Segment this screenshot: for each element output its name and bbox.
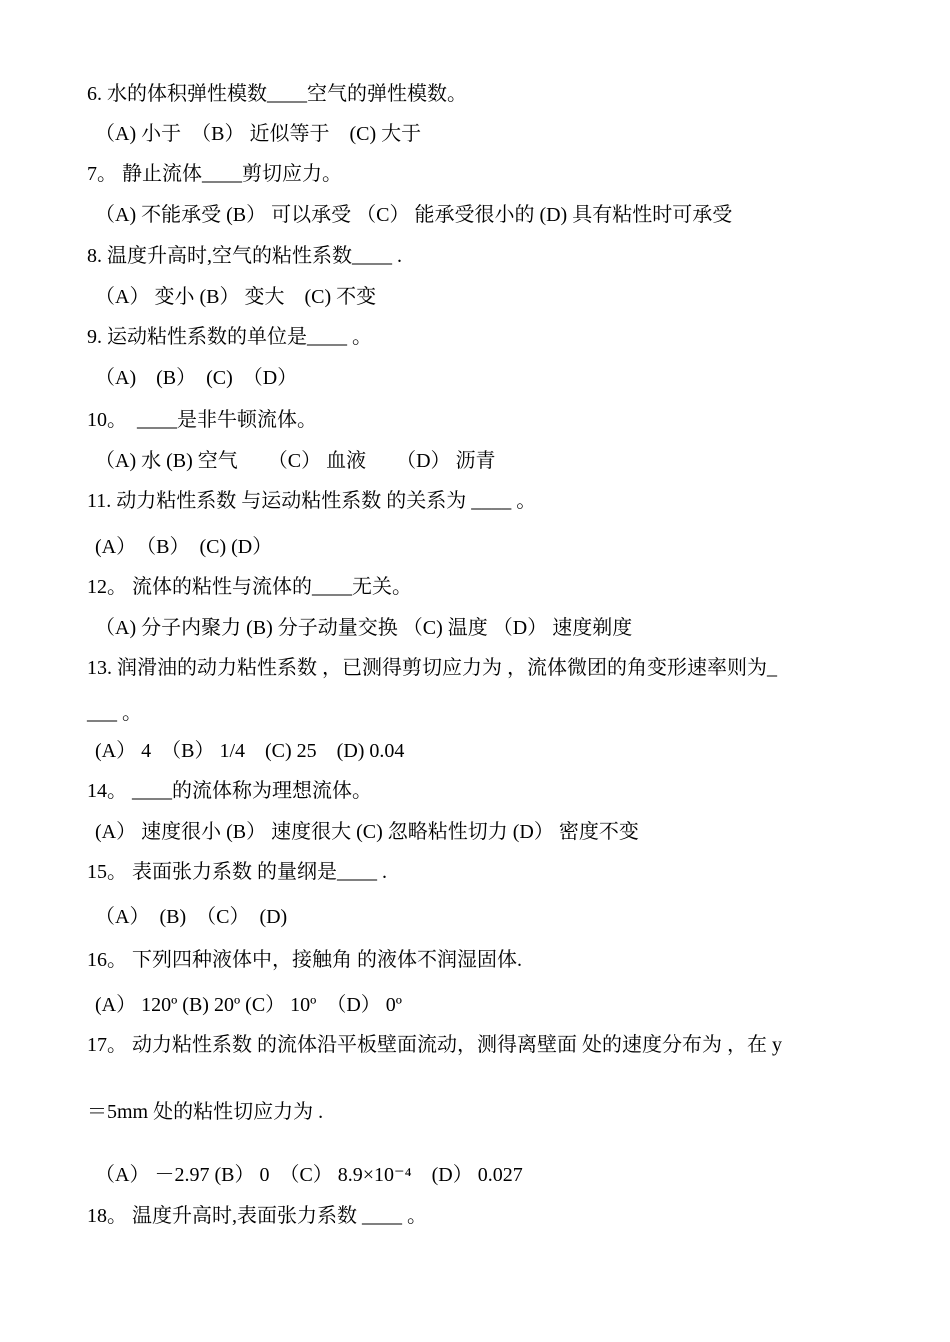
question-13: 13. 润滑油的动力粘性系数 ，已测得剪切应力为 ，流体微团的角变形速率则为_ [87, 657, 777, 679]
question-18: 18。 温度升高时,表面张力系数 ____ 。 [87, 1205, 427, 1227]
question-7: 7。 静止流体____剪切应力。 [87, 163, 342, 185]
question-6-options: （A) 小于 （B） 近似等于 (C) 大于 [95, 123, 422, 145]
question-15-options: （A） (B) （C） (D) [95, 906, 288, 928]
question-16: 16。 下列四种液体中，接触角 的液体不润湿固体. [87, 949, 522, 971]
question-8-options: （A） 变小 (B） 变大 (C) 不变 [95, 286, 377, 308]
question-16-options: (A） 120º (B) 20º (C） 10º （D） 0º [95, 994, 403, 1016]
question-12: 12。 流体的粘性与流体的____无关。 [87, 576, 412, 598]
question-8: 8. 温度升高时,空气的粘性系数____ . [87, 245, 402, 267]
question-14-options: (A） 速度很小 (B） 速度很大 (C) 忽略粘性切力 (D） 密度不变 [95, 821, 639, 843]
question-9-options: （A) (B） (C) （D） [95, 367, 298, 389]
question-14: 14。 ____的流体称为理想流体。 [87, 780, 372, 802]
question-15: 15。 表面张力系数 的量纲是____ . [87, 861, 387, 883]
question-17-options: （A） －2.97 (B） 0 （C） 8.9×10⁻⁴ (D） 0.027 [95, 1164, 523, 1186]
question-13-cont: ___ 。 [87, 702, 142, 724]
question-10-options: （A) 水 (B) 空气 （C） 血液 （D） 沥青 [95, 450, 496, 472]
question-12-options: （A) 分子内聚力 (B) 分子动量交换 （C) 温度 （D） 速度剃度 [95, 617, 633, 639]
question-17-cont: ＝5mm 处的粘性切应力为 . [87, 1101, 324, 1123]
question-11: 11. 动力粘性系数 与运动粘性系数 的关系为 ____ 。 [87, 490, 537, 512]
question-7-options: （A) 不能承受 (B） 可以承受 （C） 能承受很小的 (D) 具有粘性时可承受 [95, 204, 733, 226]
question-11-options: (A） （B） (C) (D） [95, 536, 273, 558]
question-10: 10。 ____是非牛顿流体。 [87, 409, 317, 431]
question-6: 6. 水的体积弹性模数____空气的弹性模数。 [87, 83, 467, 105]
question-9: 9. 运动粘性系数的单位是____ 。 [87, 326, 372, 348]
question-17: 17。 动力粘性系数 的流体沿平板壁面流动，测得离壁面 处的速度分布为 ，在 y [87, 1034, 782, 1056]
question-13-options: (A） 4 （B） 1/4 (C) 25 (D) 0.04 [95, 740, 405, 762]
